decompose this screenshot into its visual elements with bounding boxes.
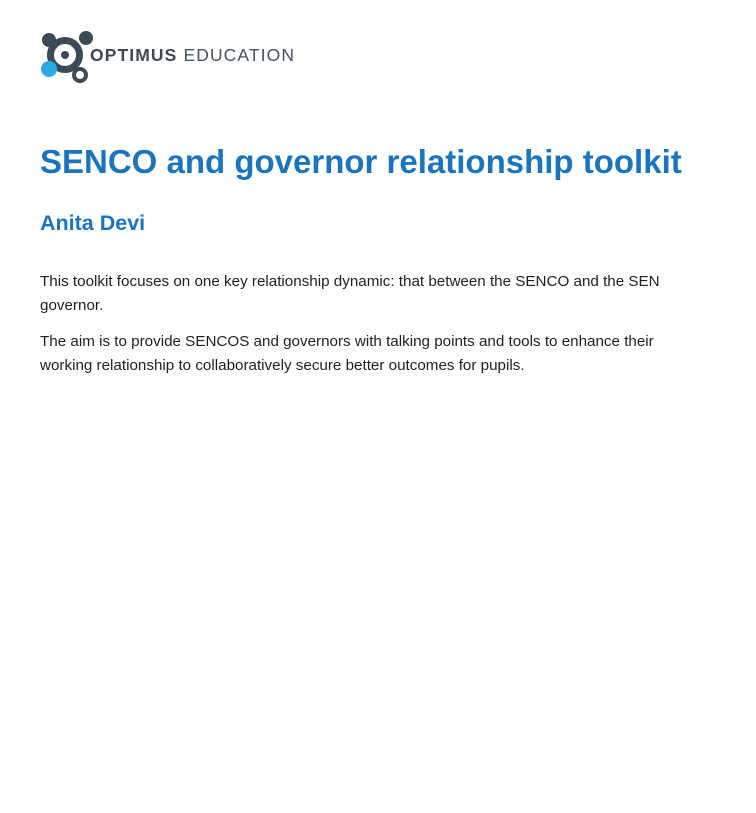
optimus-education-logo	[40, 29, 295, 85]
logo-wordmark	[90, 45, 295, 66]
intro-paragraph: This toolkit focuses on one key relationship dynamic: that between the SENCO and the SEN governor.	[40, 273, 660, 314]
optimus-logo-icon	[40, 29, 94, 85]
document-author: Anita Devi	[40, 211, 146, 235]
logo-brand-bold: OPTIMUS	[90, 44, 178, 65]
document-title: SENCO and governor relationship toolkit	[40, 143, 682, 180]
aim-paragraph: The aim is to provide SENCOS and governors with talking points and tools to enhance their working relationship to collaboratively secure better outcomes for pupils.	[40, 333, 654, 374]
logo-brand-light: EDUCATION	[183, 44, 296, 65]
